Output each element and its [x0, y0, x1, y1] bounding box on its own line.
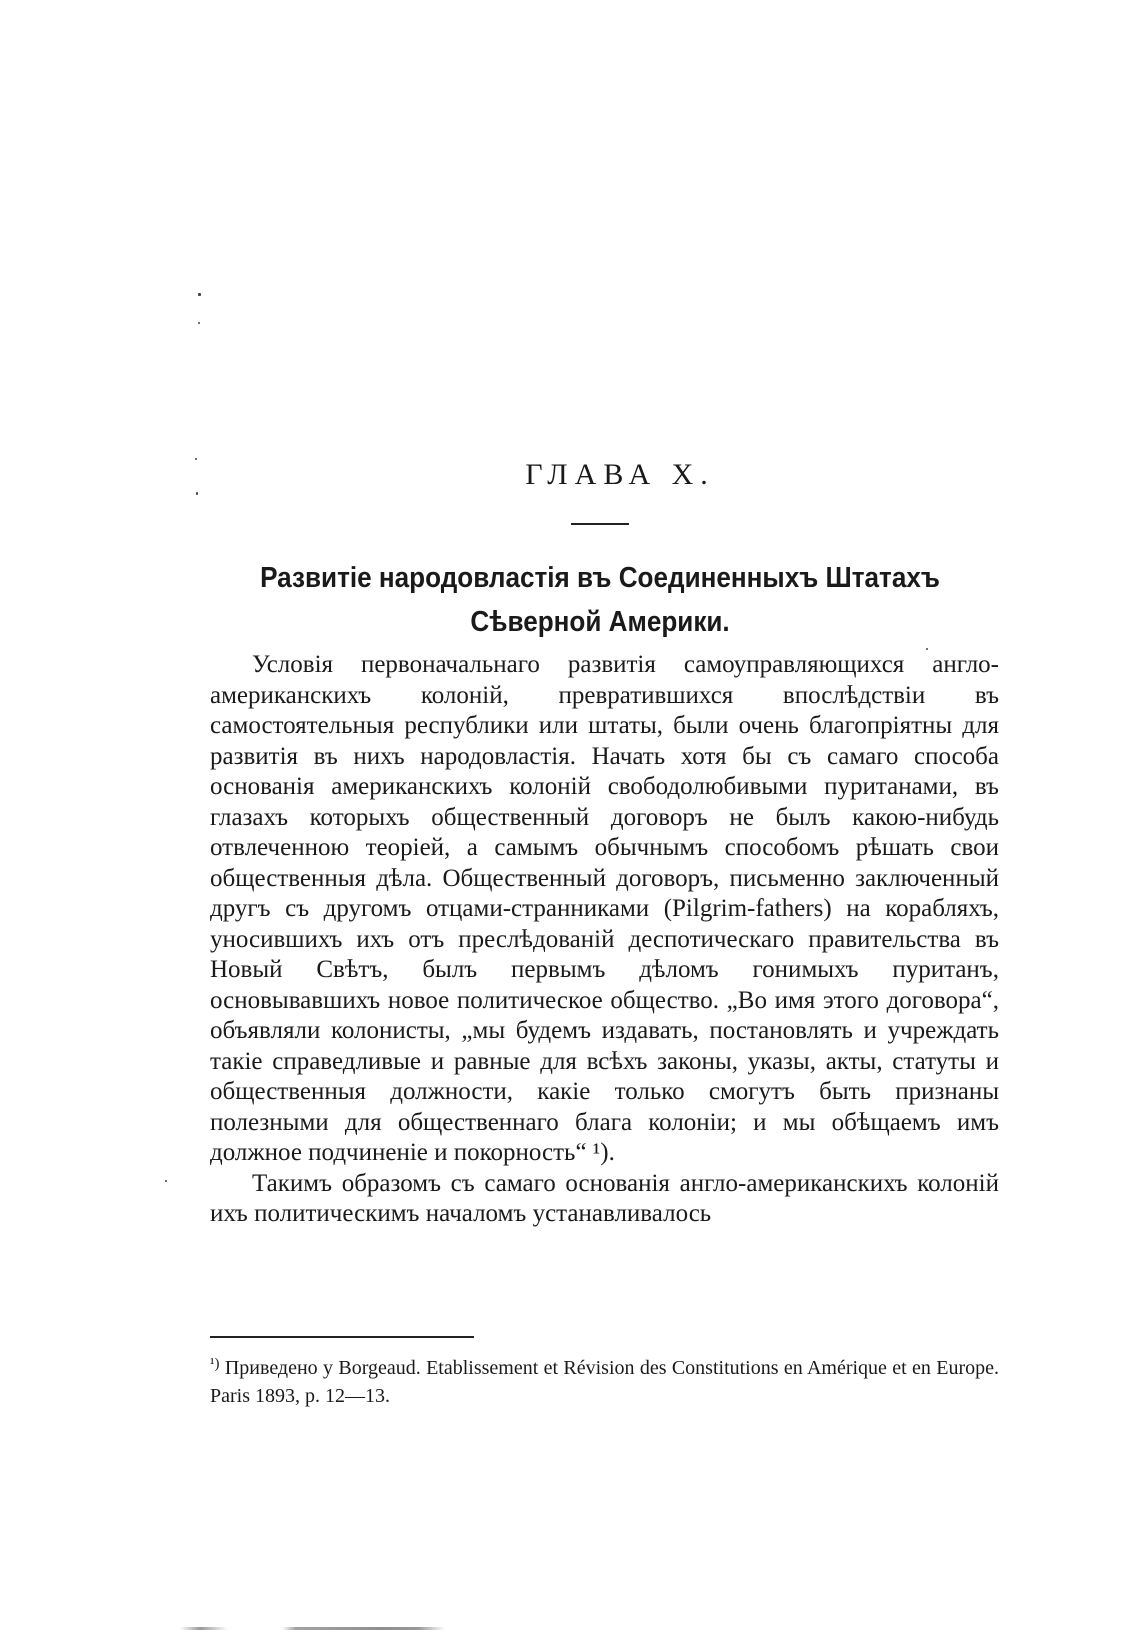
footnote-divider [210, 1336, 474, 1338]
footnote-text: Приведено у Borgeaud. Etablissement et Révision des Constitutions en Amérique et en Europe. Paris 1893, p. 12—13. [210, 1357, 1000, 1407]
chapter-heading: ГЛАВА X. [525, 458, 715, 491]
footnote [210, 1350, 999, 1410]
paragraph: Условія первоначальнаго развитія самоуправляющихся англо-американскихъ колоній, превратившихся впослѣдствіи въ самостоятельныя республики или штаты, были очень благопріятны для развитія въ нихъ народовластія. Начать хотя бы съ самаго способа основанія американскихъ колоній свободолюбивыми пуританами, въ глазахъ которыхъ общественный договоръ не былъ какою-нибудь отвлеченною теоріей, а самымъ обычнымъ способомъ рѣшать свои общественныя дѣла. Общественный договоръ, письменно заключенный другъ съ другомъ отцами-странниками (Pilgrim-fathers) на корабляхъ, уносившихъ ихъ отъ преслѣдованій деспотическаго правительства въ Новый Свѣтъ, былъ первымъ дѣломъ гонимыхъ пуританъ, основывавшихъ новое политическое общество. „Во имя этого договора“, объявляли колонисты, „мы будемъ издавать, постановлять и учреждать такіе справедливые и равные для всѣхъ законы, указы, акты, статуты и общественныя должности, какіе только смогутъ быть признаны полезными для общественнаго блага колоніи; и мы обѣщаемъ имъ должное подчиненіе и покорность“ ¹). [210, 651, 999, 1166]
body-text [210, 650, 999, 1230]
paragraph: Такимъ образомъ съ самаго основанія англо-американскихъ колоній ихъ политическимъ началомъ устанавливалось [210, 1169, 999, 1227]
scan-edge-smudge [180, 1627, 520, 1630]
chapter-divider [571, 523, 629, 525]
footnote-marker: ¹) [210, 1356, 220, 1372]
chapter-title: Развитіе народовластія въ Соединенныхъ Штатахъ Сѣверной Америки. [260, 562, 940, 638]
